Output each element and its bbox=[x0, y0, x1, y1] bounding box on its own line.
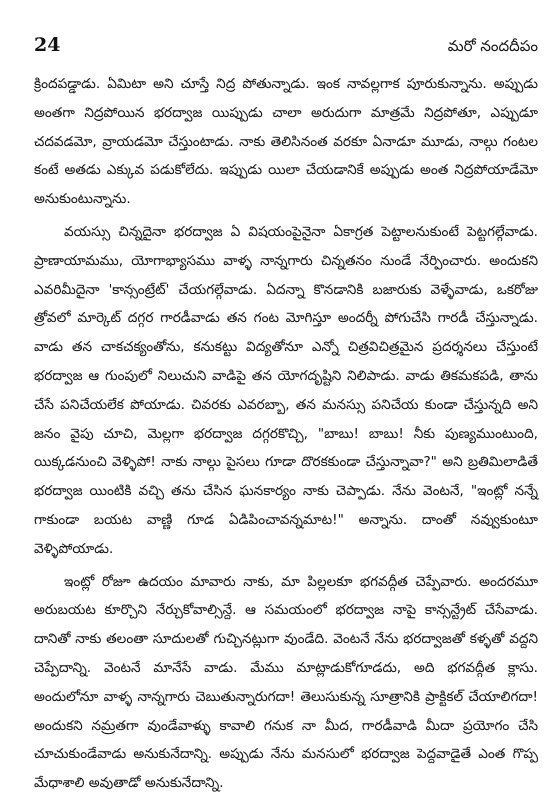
page-body bbox=[34, 70, 538, 798]
page-header bbox=[34, 34, 538, 64]
page-number: 24 bbox=[34, 34, 61, 56]
paragraph-3: ఇంట్లో రోజూ ఉదయం మావారు నాకు, మా పిల్లలకూ భగవద్గీత చెప్పేవారు. అందరమూ అరుబయట కూర్చొని నేర్చుకోవాల్సిన్దే. ఆ సమయంలో భరద్వాజ నాపై కాన్సన్ట్రేట్ చేసేవాడు. దానితో నాకు తలంతా సూదులతో గుచ్చినట్లుగా వుండేది. వెంటనే నేను భరద్వాజతో కళ్ళతో వద్దని చెప్పేదాన్ని. వెంటనే మానేసే వాడు. మేము మాట్లాడుకోగూడదు, అది భగవద్గీత క్లాసు. అందులోనూ వాళ్ళ నాన్నగారు చెబుతున్నారుగదా! తెలుసుకున్న సూత్రానికి ప్రాక్టికల్ చేయాలిగదా! అందుకని నమ్రతగా వుండేవాళ్ళు కావాలి గనుక నా మీద, గారడీవాడి మీదా ప్రయోగం చేసి చూచుకుండేవాడు అనుకునేదాన్ని. అప్పుడు నేను మనసులో భరద్వాజ పెద్దవాడైతే ఎంత గొప్ప మేధాశాలి అవుతాడో అనుకునేదాన్ని. bbox=[34, 573, 538, 792]
paragraph-2: వయస్సు చిన్నదైనా భరద్వాజ ఏ విషయంపైనైనా ఏకాగ్రత పెట్టాలనుకుంటే పెట్టగల్గేవాడు. ప్రాణాయామము, యోగాభ్యాసము వాళ్ళ నాన్నగారు చిన్నతనం నుండే నేర్పించారు. అందుకని ఎవరిమీదైనా 'కాన్సంట్రేట్' చేయగల్గేవాడు. ఏదన్నా కొనడానికి బజారుకు వెళ్ళేవాడు, ఒకరోజు త్రోవలో మార్కెట్ దగ్గర గారడీవాడు తన గంట మోగిస్తూ అందర్నీ పోగుచేసి గారడీ చేస్తున్నాడు. వాడు తన చాకచక్యంతోను, కనుకట్టు విద్యతోనూ ఎన్నో చిత్రవిచిత్రమైన ప్రదర్శనలు చేస్తుంటే భరద్వాజ ఆ గుంపులో నిలుచుని వాడిపై తన యోగదృష్టిని నిలిపాడు. వాడు తికమకపడి, తాను చేసే పనిచేయలేక పోయాడు. చివరకు ఎవరబ్బా, తన మనస్సు పనిచేయ కుండా చేస్తున్నది అని జనం వైపు చూచి, మెల్లగా భరద్వాజ దగ్గరకొచ్చి, "బాబు! బాబు! నీకు పుణ్యముంటుంది, యిక్కడనుంచి వెళ్ళిపో! నాకు నాల్గు పైసలు గూడా దొరకకుండా చేస్తున్నావా?" అని బ్రతిమిలాడితే భరద్వాజ యింటికి వచ్చి తను చేసిన ఘనకార్యం నాకు చెప్పాడు. నేను వెంటనే, "ఇంట్లో నన్నే గాకుండా బయట వాణ్ణి గూడ ఏడిపించావన్నమాట!" అన్నాను. దాంతో నవ్వుకుంటూ వెళ్ళిపోయాడు. bbox=[34, 223, 538, 557]
paragraph-1: క్రిందపడ్డాడు. ఏమిటా అని చూస్తే నిద్ర పోతున్నాడు. ఇంక నావల్లగాక పూరుకున్నాను. అప్పుడు అంతగా నిద్రపోయిన భరద్వాజ యిప్పుడు చాలా అరుదుగా మాత్రమే నిద్రపోతూ, ఎప్పుడూ చదవడమో, వ్రాయడమో చేస్తుంటాడు. నాకు తెలిసినంత వరకూ ఏనాడూ మూడు, నాల్గు గంటల కంటే అతడు ఎక్కువ పడుకోలేదు. ఇప్పుడు యిలా చేయడానికే అప్పుడు అంత నిద్రపోయాడేమో అనుకుంటున్నాను. bbox=[34, 76, 538, 208]
running-title: మరో నందదీపం bbox=[447, 37, 538, 55]
